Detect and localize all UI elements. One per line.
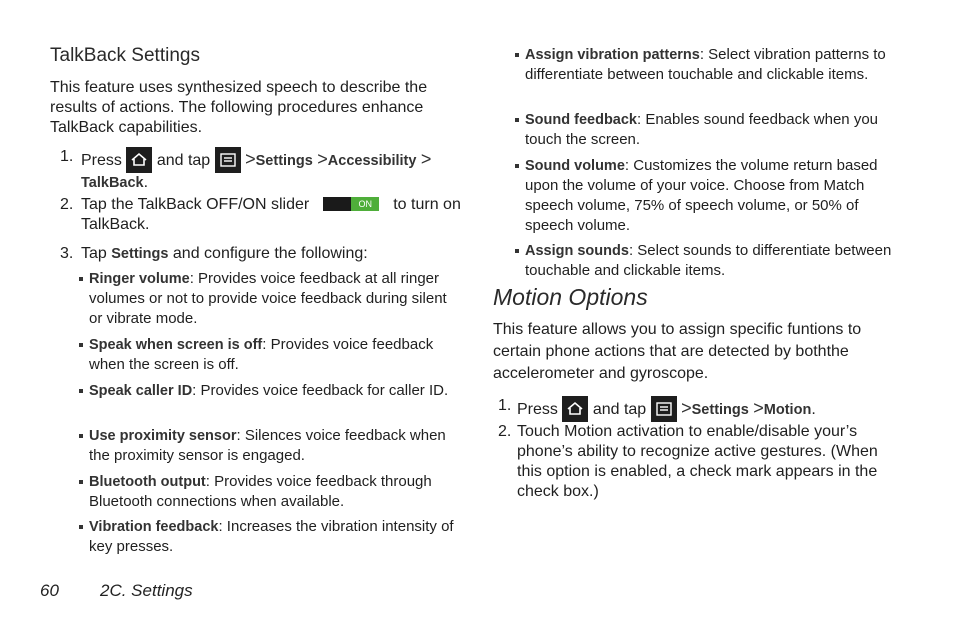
step2-text-after: to turn on TalkBack.: [81, 196, 461, 233]
settings-label: Settings: [111, 246, 169, 262]
option-desc: : Enables sound feedback when you touch the screen.: [525, 111, 879, 148]
option-name: Speak when screen is off: [89, 337, 263, 353]
talkback-intro: This feature uses synthesized speech to describe the results of actions. The following procedures enhance TalkBack capabilities.: [50, 79, 428, 136]
option-desc: : Customizes the volume return based upon the volume of your voice. Choose from Match speech volume, 75% of speech volume, or 50% of speech volume.: [525, 157, 878, 234]
slider-on-label: ON: [351, 197, 379, 211]
option-desc: : Silences voice feedback when the proximity sensor is engaged.: [89, 427, 446, 464]
settings-path-motion: Motion: [763, 402, 812, 418]
separator: >: [681, 398, 692, 418]
option-name: Speak caller ID: [89, 383, 193, 399]
and-tap-label: and tap: [592, 401, 647, 418]
step2-text-before: Tap the TalkBack OFF/ON slider: [81, 196, 310, 213]
motion-step2-text: Touch Motion activation to enable/disable your’s phone’s ability to recognize active gestures. (When this option is enabled, a check mark appears in the check box.): [517, 423, 878, 500]
option-name: Bluetooth output: [89, 474, 206, 490]
home-icon: [126, 147, 152, 173]
option-name: Assign vibration patterns: [525, 47, 700, 63]
menu-icon: [651, 396, 677, 422]
talkback-title: TalkBack Settings: [50, 45, 200, 66]
page-number: 60: [40, 581, 59, 600]
tap-label: Tap: [81, 245, 107, 262]
option-desc: : Increases the vibration intensity of key presses.: [89, 518, 454, 555]
option-name: Assign sounds: [525, 243, 629, 259]
option-name: Vibration feedback: [89, 519, 219, 535]
period: .: [811, 401, 816, 418]
option-name: Sound volume: [525, 158, 625, 174]
step-number: 3.: [60, 245, 74, 262]
separator: >: [317, 149, 328, 169]
menu-icon: [215, 147, 241, 173]
press-label: Press: [81, 152, 122, 169]
step-number: 1.: [60, 148, 74, 165]
option-name: Ringer volume: [89, 271, 190, 287]
option-desc: : Provides voice feedback at all ringer volumes or not to provide voice feedback during silent or vibrate mode.: [89, 270, 447, 327]
home-icon: [562, 396, 588, 422]
section-name: 2C. Settings: [100, 581, 193, 600]
separator: >: [420, 149, 432, 169]
option-desc: : Select sounds to differentiate between touchable and clickable items.: [525, 242, 892, 279]
settings-path-talkback: TalkBack: [81, 175, 144, 191]
settings-path-settings: Settings: [691, 402, 749, 418]
period: .: [143, 174, 149, 191]
motion-intro: This feature allows you to assign specific funtions to certain phone actions that are detected by boththe accelerometer and gyroscope.: [493, 321, 862, 382]
option-desc: : Provides voice feedback through Bluetooth connections when available.: [89, 473, 432, 510]
option-name: Sound feedback: [525, 112, 637, 128]
settings-path-settings: Settings: [255, 153, 313, 169]
motion-title: Motion Options: [493, 284, 648, 310]
step-number: 2.: [498, 423, 512, 440]
step-number: 1.: [498, 397, 512, 414]
option-desc: : Select vibration patterns to differentiate between touchable and clickable items.: [525, 46, 886, 83]
and-tap-label: and tap: [156, 152, 211, 169]
step3-rest: and configure the following:: [172, 245, 368, 262]
option-desc: : Provides voice feedback for caller ID.: [192, 382, 449, 399]
separator: >: [753, 398, 764, 418]
press-label: Press: [517, 401, 558, 418]
separator: >: [245, 149, 256, 169]
option-name: Use proximity sensor: [89, 428, 237, 444]
option-desc: : Provides voice feedback when the screen is off.: [89, 336, 434, 373]
settings-path-accessibility: Accessibility: [327, 153, 417, 169]
step-number: 2.: [60, 196, 74, 213]
onoff-slider: [323, 197, 379, 211]
